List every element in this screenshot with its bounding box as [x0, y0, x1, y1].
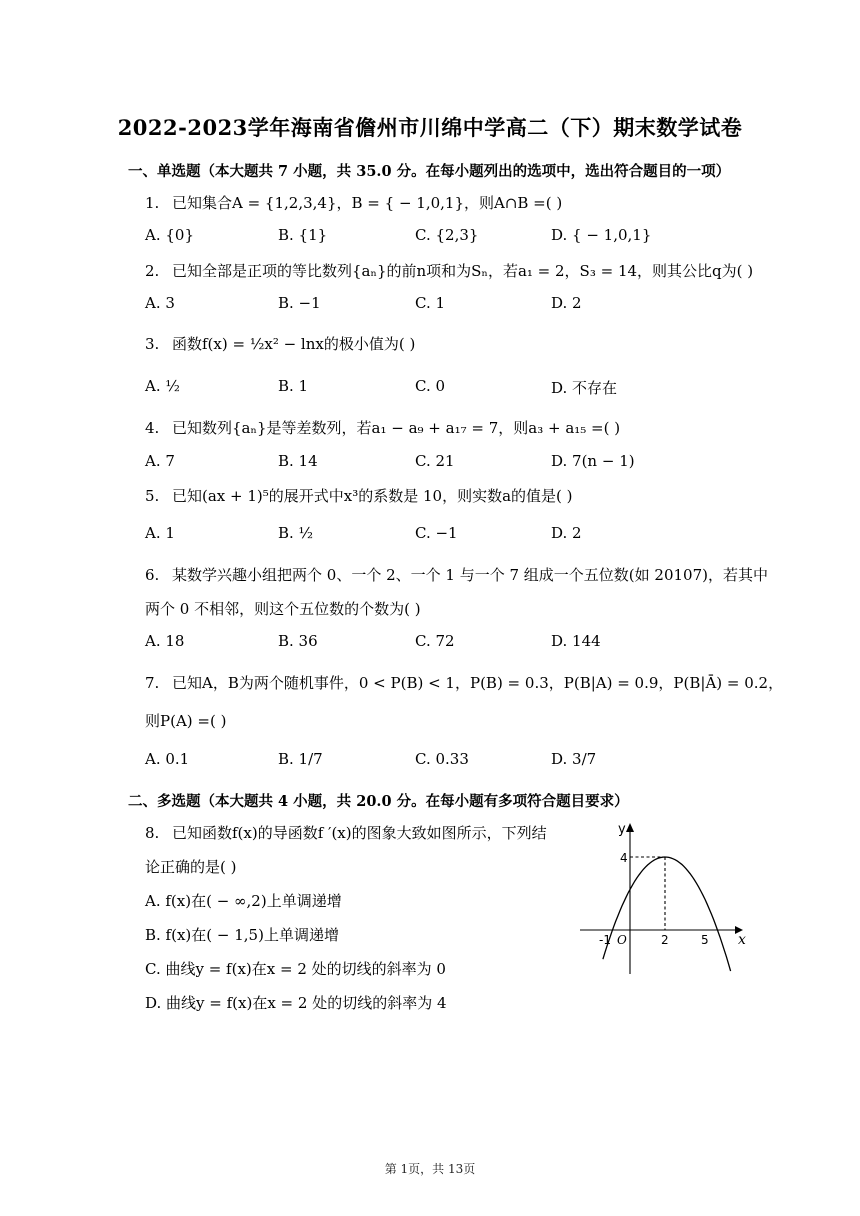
- tick-label-5: 5: [701, 933, 709, 947]
- option-c: C. 72: [415, 632, 455, 650]
- option-b: B. 1: [278, 377, 309, 395]
- question-4: [145, 417, 620, 438]
- question-number: 8.: [145, 824, 160, 842]
- page-footer: 第 1页，共 13页: [384, 1162, 476, 1176]
- option-d: D. 7(n − 1): [551, 452, 635, 470]
- option-b: B. −1: [278, 294, 321, 312]
- question-number: 1.: [145, 194, 160, 212]
- origin-label: O: [617, 933, 627, 947]
- tick-label-neg1: -1: [599, 933, 611, 947]
- question-number: 3.: [145, 335, 160, 353]
- question-text: 某数学兴趣小组把两个 0、一个 2、一个 1 与一个 7 组成一个五位数(如 20107)，若其中: [172, 566, 768, 584]
- section-multiple-choice: 二、多选题（本大题共 4 小题，共 20.0 分。在每小题有多项符合题目要求）: [128, 793, 629, 810]
- option-d: D. 3/7: [551, 750, 597, 768]
- question-text: 函数f(x) = ½x² − lnx的极小值为( ): [172, 335, 416, 353]
- derivative-graph: [575, 818, 755, 978]
- option-c: C. 0.33: [415, 750, 469, 768]
- question-text: 已知(ax + 1)⁵的展开式中x³的系数是 10，则实数a的值是( ): [172, 487, 573, 505]
- question-number: 2.: [145, 262, 160, 280]
- question-number: 6.: [145, 566, 160, 584]
- option-a: A. ½: [145, 377, 180, 395]
- x-axis-label: x: [738, 932, 746, 948]
- option-c: C. −1: [415, 524, 458, 542]
- option-a: A. 18: [145, 632, 185, 650]
- section-single-choice: 一、单选题（本大题共 7 小题，共 35.0 分。在每小题列出的选项中，选出符合题目的一项）: [128, 163, 731, 180]
- option-d: D. 2: [551, 524, 582, 542]
- question-number: 5.: [145, 487, 160, 505]
- question-6: [145, 564, 768, 585]
- y-axis-arrow: [626, 823, 634, 832]
- option-d: D. 不存在: [551, 379, 618, 397]
- question-text: 已知全部是正项的等比数列{aₙ}的前n项和为Sₙ，若a₁ = 2，S₃ = 14，则其公比q为( ): [172, 262, 754, 280]
- question-8: [145, 822, 547, 843]
- y-axis-label: y: [618, 822, 626, 837]
- question-8-continued: 论正确的是( ): [145, 858, 237, 876]
- question-1: [145, 192, 562, 213]
- option-d: D. 144: [551, 632, 601, 650]
- option-b: B. 1/7: [278, 750, 323, 768]
- option-b: B. 14: [278, 452, 318, 470]
- question-7-continued: 则P(A) =( ): [145, 712, 227, 730]
- option-d: D. { − 1,0,1}: [551, 226, 652, 244]
- question-2: [145, 260, 753, 281]
- derivative-curve: [603, 857, 731, 971]
- question-6-continued: 两个 0 不相邻，则这个五位数的个数为( ): [145, 600, 421, 618]
- option-a: A. 3: [145, 294, 175, 312]
- question-number: 4.: [145, 419, 160, 437]
- option-b: B. f(x)在( − 1,5)上单调递增: [145, 926, 339, 944]
- option-b: B. ½: [278, 524, 314, 542]
- question-3: [145, 333, 415, 354]
- option-d: D. 曲线y = f(x)在x = 2 处的切线的斜率为 4: [145, 994, 447, 1012]
- option-c: C. 21: [415, 452, 455, 470]
- option-c: C. 0: [415, 377, 446, 395]
- peak-value-label: 4: [620, 851, 628, 865]
- option-c: C. 曲线y = f(x)在x = 2 处的切线的斜率为 0: [145, 960, 446, 978]
- question-text: 已知数列{aₙ}是等差数列，若a₁ − a₉ + a₁₇ = 7，则a₃ + a₁₅ =( ): [172, 419, 621, 437]
- page-title: 2022-2023学年海南省儋州市川绵中学高二（下）期末数学试卷: [117, 115, 743, 140]
- option-a: A. 1: [145, 524, 175, 542]
- option-a: A. 7: [145, 452, 175, 470]
- option-d: D. 2: [551, 294, 582, 312]
- question-text: 已知集合A = {1,2,3,4}，B = { − 1,0,1}，则A∩B =( ): [172, 194, 563, 212]
- option-a: A. {0}: [145, 226, 194, 244]
- option-c: C. 1: [415, 294, 446, 312]
- option-c: C. {2,3}: [415, 226, 479, 244]
- tick-label-2: 2: [661, 933, 669, 947]
- question-text: 已知A，B为两个随机事件，0 < P(B) < 1，P(B) = 0.3，P(B|A) = 0.9，P(B|Ā) = 0.2，: [172, 674, 784, 692]
- question-number: 7.: [145, 674, 160, 692]
- option-a: A. f(x)在( − ∞,2)上单调递增: [145, 892, 342, 910]
- question-text: 已知函数f(x)的导函数f ′(x)的图象大致如图所示，下列结: [172, 824, 547, 842]
- option-b: B. 36: [278, 632, 318, 650]
- option-a: A. 0.1: [145, 750, 190, 768]
- question-5: [145, 485, 573, 506]
- question-7: [145, 672, 783, 693]
- option-b: B. {1}: [278, 226, 328, 244]
